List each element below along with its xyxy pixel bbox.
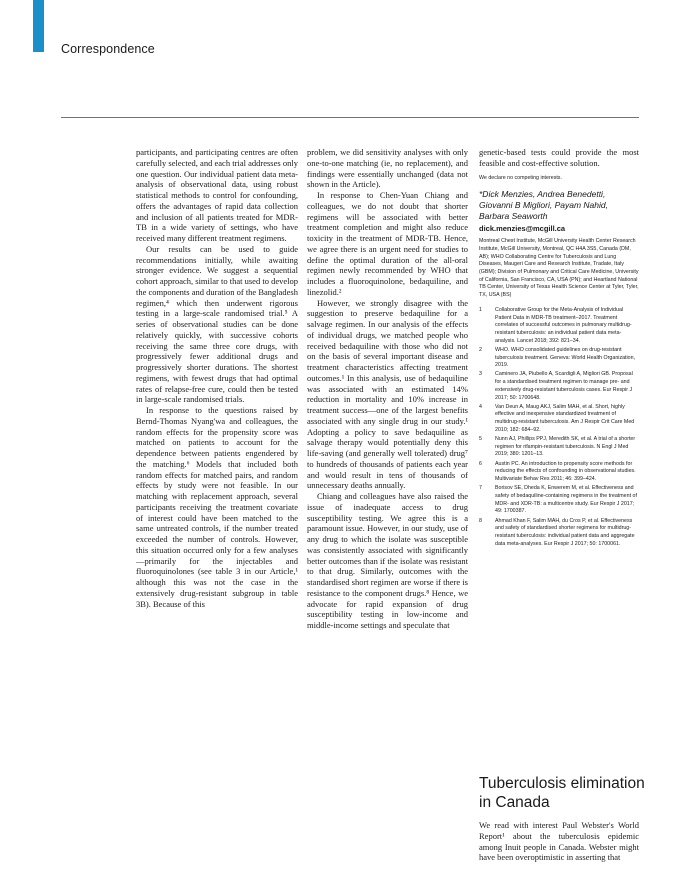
reference-item (479, 461, 639, 484)
article-body: We read with interest Paul Webster's World Report¹ about the tuberculosis epidemic among Inuit people in Canada. Webster might have been overoptimistic in asserting that (479, 820, 639, 863)
column-1 (136, 147, 298, 609)
author-list: *Dick Menzies, Andrea Benedetti, Giovanni B Migliori, Payam Nahid, Barbara Seaworth (479, 189, 608, 222)
reference-text: Nunn AJ, Phillips PPJ, Meredith SK, et al. A trial of a shorter regimen for rifampin-resistant tuberculosis. N Engl J Med 2019; 380: 1201–13. (495, 436, 636, 458)
reference-number: 8 (479, 517, 482, 524)
affiliations: Montreal Chest Institute, McGill University Health Center Research Institute, McGill University, Montreal, QC H4A 3S5, Canada (DM, AB); WHO Collaborating Centre for Tuberculosis and Lung Diseases, Maugeri Care and Research Institute, Tradate, Italy (GBM); Division of Pulmonary and Critical Care Medicine, University of California, San Francisco, CA, USA (PN); and Heartland National TB Center, University of Texas Health Science Center at Tyler, Tyler, TX, USA (BS) (479, 238, 639, 299)
reference-text: Ahmad Khan F, Salim MAH, du Cros P, et al. Effectiveness and safety of standardised shorter regimens for multidrug-resistant tuberculosis: individual patient data and aggregate data meta-analyses. Eur Respir J 2017; 50: 1700061. (495, 517, 635, 547)
reference-number: 5 (479, 436, 482, 443)
reference-number: 2 (479, 346, 482, 353)
section-label: Correspondence (61, 42, 155, 56)
paragraph: However, we strongly disagree with the suggestion to preserve bedaquiline for a salvage regimen. In our analysis of the effects of individual drugs, we matched people who received bedaquiline with those who did not on the basis of several important disease and treatment characteristics affecting treatment outcomes.¹ In this analysis, use of bedaquiline was associated with an estimated 14% reduction in mortality and 10% increase in treatment success—one of the largest benefits associated with any single drug in our study.¹ Adopting a policy to save bedaquiline as salvage therapy would potentially deny this life-saving (and generally well tolerated) drug⁷ to hundreds of thousands of patients each year and would result in tens of thousands of unnecessary deaths annually. (307, 297, 468, 491)
reference-item (479, 347, 639, 370)
paragraph: participants, and participating centres are often carefully selected, and each trial addresses only one question. Our individual patient data meta-analysis of observational data, using robust statistical methods to control for confounding, offers the advantages of rapid data collection and inclusion of all patients treated for MDR-TB in a wide variety of settings, who have received many different treatment regimens. (136, 147, 298, 243)
article-title: Tuberculosis elimination in Canada (479, 775, 645, 811)
reference-number: 3 (479, 371, 482, 378)
column-3 (479, 147, 639, 550)
reference-number: 7 (479, 485, 482, 492)
paragraph: Chiang and colleagues have also raised the issue of inadequate access to drug susceptibility testing. We agree this is a paramount issue. However, in our study, use of any drug to which the isolate was susceptible was consistently associated with significantly better outcomes than if the isolate was resistant to that drug. Similarly, outcomes with the standardised short regimen are worse if there is resistance to the component drugs.⁸ Hence, we advocate for rapid expansion of drug susceptibility testing in low-income and middle-income settings and speculate that (307, 491, 468, 630)
reference-item (479, 485, 639, 516)
reference-item (479, 518, 639, 549)
reference-item (479, 371, 639, 402)
reference-number: 4 (479, 403, 482, 410)
author-email[interactable]: dick.menzies@mcgill.ca (479, 224, 566, 234)
paragraph: genetic-based tests could provide the most feasible and cost-effective solution. (479, 147, 639, 168)
reference-text: Collaborative Group for the Meta-Analysis of Individual Patient Data in MDR-TB treatment–2017. Treatment correlates of successful outcomes in pulmonary multidrug-resistant tuberculosis: an individual patient data meta-analysis. Lancet 2018; 392: 821–34. (495, 306, 632, 344)
column-2 (307, 147, 468, 631)
reference-text: WHO. WHO consolidated guidelines on drug-resistant tuberculosis treatment. Geneva: World Health Organization, 2019. (495, 346, 636, 369)
reference-number: 6 (479, 460, 482, 467)
reference-item (479, 436, 639, 459)
paragraph: problem, we did sensitivity analyses with only one-to-one matching (ie, no replacement), and findings were essentially unchanged (data not shown in the Article). (307, 147, 468, 190)
accent-bar (33, 0, 44, 52)
reference-text: Austin PC. An introduction to propensity score methods for reducing the effects of confounding in observational studies. Multivariate Behav Res 2011; 46: 399–424. (495, 460, 636, 483)
reference-text: Borisov SE, Dheda K, Enwerem M, et al. Effectiveness and safety of bedaquiline-containing regimens in the treatment of MDR- and XDR-TB: a multicentre study. Eur Respir J 2017; 49: 1700387. (495, 485, 637, 515)
paragraph: In response to the questions raised by Bernd-Thomas Nyang'wa and colleagues, the random effects for the propensity score was matched on patients to account for the dependence between patients engendered by the matching.⁶ Models that included both random effects for matched pairs, and random effects by study were not feasible. In our matching with replacement approach, several participants receiving the treatment covariate of interest could have been matched to the same untreated controls, if the number treated exceeded the number of controls. However, this situation occurred only for a few analyses—primarily for the injectables and fluoroquinolones (see table 3 in our Article,¹ although this was not the case in the extensively drug-resistant subgroup in table 3B). Because of this (136, 405, 298, 609)
reference-text: Van Deun A, Maug AKJ, Salim MAH, et al. Short, highly effective and inexpensive standardized treatment of multidrug-resistant tuberculosis. Am J Respir Crit Care Med 2010; 182: 684–92. (495, 403, 635, 433)
reference-list (479, 307, 639, 549)
reference-number: 1 (479, 306, 482, 313)
paragraph: In response to Chen-Yuan Chiang and colleagues, we do not doubt that shorter regimens will be associated with better treatment completion and might also reduce toxicity in the treatment of MDR-TB. Hence, we agree there is an urgent need for studies to define the optimal duration of the all-oral regimen newly recommended by WHO that includes a fluoroquinolone, bedaquiline, and linezolid.² (307, 190, 468, 297)
paragraph: Our results can be used to guide recommendations initially, while awaiting stronger evidence. We suggest a sequential cohort approach, similar to that used to develop the components and duration of the Bangladesh regimen,⁴ which then underwent rigorous testing in a large-scale randomised trial.⁵ A series of observational studies can be done relatively quickly, with successive cohorts receiving the same three core drugs, with progressively fewer additional drugs and progressively shorter durations. The shortest regimens, with fewest drugs that had optimal rates of relapse-free cure, could then be tested in large-scale randomised trials. (136, 243, 298, 405)
reference-item (479, 307, 639, 346)
header-rule (61, 117, 639, 118)
reference-text: Caminero JA, Piubello A, Scardigli A, Migliori GB. Proposal for a standardised treatment regimen to manage pre- and extensively drug-resistant tuberculosis cases. Eur Respir J 2017; 50: 1700648. (495, 371, 633, 401)
reference-item (479, 404, 639, 435)
competing-interests: We declare no competing interests. (479, 174, 562, 181)
